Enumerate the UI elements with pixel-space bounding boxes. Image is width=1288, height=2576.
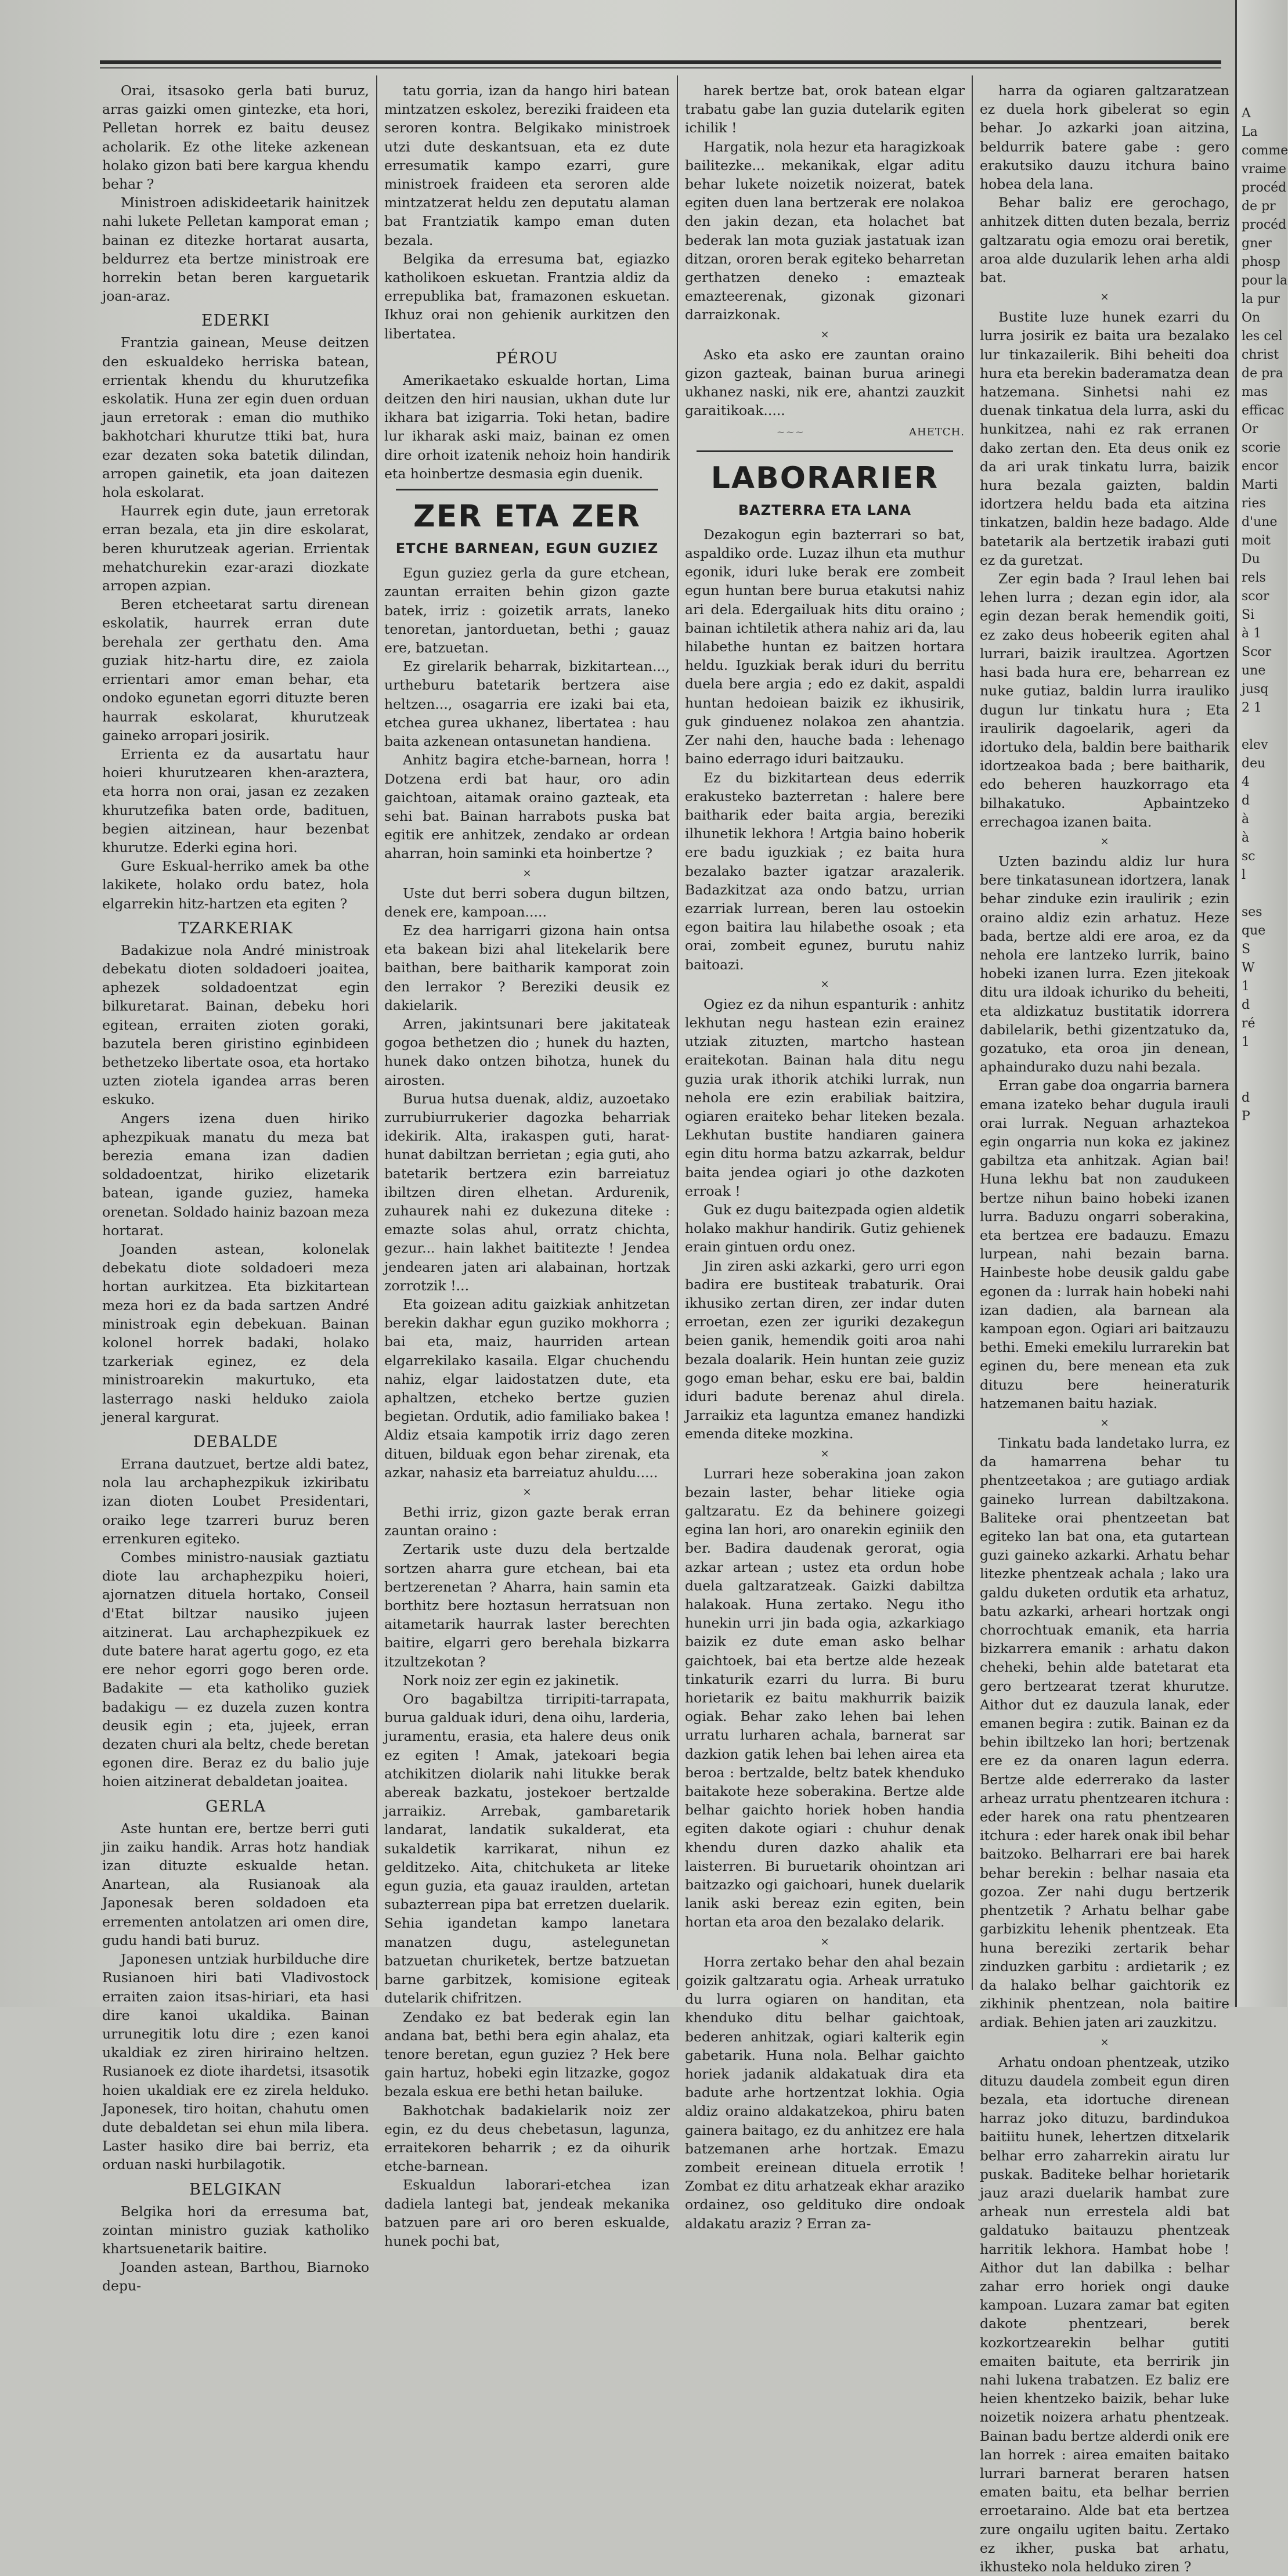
paragraph: Bakhotchak badakielarik noiz zer egin, ez du deus chebetasun, lagunza, erraitekoren beharrik ; ez da oihurik etche-barnean. [384, 2102, 670, 2175]
paragraph: Oro bagabiltza tirripiti-tarrapata, burua galduak iduri, dena oihu, larderia, juramentu, erasia, eta halere deus onik ez egiten ! Amak, jatekoari begia atchikitzen diolarik nahi litukke berak abereak bazkatu, jostekoer bertzalde jarraikiz. Arrebak, gambaretarik landarat, landatik sukalderat, eta sukaldetik karrikarat, nihun ez gelditzeko. Aita, chitchuketa ar liteke egun guzia, eta gauaz iraulden, artetan subazterrean pipa bat erretzen duelarik. Sehia igandetan kampo lanetara manatzen dugu, astelegunetan batzuetan churiketek, bertze batzuetan barne garbitzek, komisione egiteak dutelarik chifritzen. [384, 1691, 670, 2007]
paragraph: Jin ziren aski azkarki, gero urri egon badira ere bustiteak trabaturik. Orai ikhusiko zertan diren, zer indar duten erroetan, ezen zer iguriki dezakegun beien ganik, hemendik goiti aroa nahi bezala doalarik. Hein huntan zeie guziz gogo eman behar, esku ere bai, baldin iduri badute berenaz ahul direla. Jarraikiz eta laguntza emanez handizki emenda diteke mozkina. [685, 1257, 965, 1442]
paragraph: Amerikaetako eskualde hortan, Lima deitzen den hiri nausian, ukhan dute lur ikhara bat izigarria. Toki hetan, badire lur ikharak aski maiz, bainan ez omen dire orhoit izatenik nehoiz hoin handirik eta hoinbertze desmasia egin duenik. [384, 371, 670, 482]
paragraph: Guk ez dugu baitezpada ogien aldetik holako makhur handirik. Gutiz gehienek erain gintuen ordu onez. [685, 1201, 965, 1255]
paragraph: Behar baliz ere gerochago, anhitzek ditten duten bezala, berriz galtzaratu ogia emozu orai beretik, aroa alde duzularik lehen arha aldi bat. [980, 194, 1229, 286]
paragraph: Nork noiz zer egin ez jakinetik. [403, 1672, 619, 1689]
paragraph: Arren, jakintsunari bere jakitateak gogoa bethetzen dio ; hunek du hazten, hunek dako ontzen bihotza, hunek du airosten. [384, 1015, 670, 1088]
paragraph: Bustite luze hunek ezarri du lurra josirik ez baita ura bezalako lur tinkazailerik. Bihi beheiti doa hura eta berekin baderamatza dean hatzemana. Sinhetsi nahi ez duenak tinkatua dela lurra, aski du hunkitzea, nahi ez rak erranen dako zertan den. Eta deus onik ez da ari urak tinkatu lurra, baizik hura bezala gaizten, baldin idortzera heldu bada eta aitzina tinkatzen, baldin heze badago. Alde batetarik ala bertzetik irabazi guti ez da guretzat. [980, 309, 1229, 568]
paragraph: Lurrari heze soberakina joan zakon bezain laster, behar litieke ogia galtzaratu. Ez da behinere goizegi egina lan hori, aro onarekin eginiik den ber. Badira daudenak gerorat, ogia azkar artean ; ustez eta ordun hobe duela galtzaratzeak. Gaizki dabiltza halakoak. Huna zertako. Negu itho hunekin urri jin bada ogia, azkarkiago baizik ez dute eman asko belhar gaichtoek, bai eta bertze alde hezeak tinkaturik ezarri du lurra. Bi buru horietarik ez baitu makhurrik baizik ogiak. Behar zako lehen bai lehen urratu lurharen achala, barnerat sar dazkion gatik lehen bai lehen airea eta beroa : bertzalde, beltz batek khenduko baitakote heze soberakina. Bertze alde belhar gaichto horiek hoben handia egiten dakote ogiari : chuhur denak khendu duren dazko ahalik eta laisterren. Bi buruetarik ohointzan ari baitzazko ogi gaichoari, hunek duelarik lanik aski bereaz ezin egiten, bein hortan eta aroa den bezalako delarik. [685, 1465, 965, 1931]
separator-mark: × [1100, 1417, 1109, 1430]
separator-mark: × [1100, 835, 1109, 847]
section-heading: PÉROU [495, 349, 559, 367]
paragraph: Aste huntan ere, bertze berri guti jin zaiku handik. Arras hotz handiak izan dituzte eskualde hetan. Anartean, ala Rusianoak ala Japonesak beren soldadoen eta errementen antolatzen ari omen dire, gudu handi bati buruz. [102, 1820, 369, 1949]
paragraph: Badakizue nola André ministroak debekatu dioten soldadoeri joaitea, aphezek soldadoentzat egin bilkuretarat. Bainan, debeku hori egitean, erraiten zioten goraki, bazutela beren giristino eginbideen bethetzeko libertate osoa, eta hortako uzten ziotela igandea arras beren eskuko. [102, 941, 369, 1108]
paragraph: Horra zertako behar den ahal bezain goizik galtzaratu ogia. Arheak urratuko du lurra ogiaren on handitan, eta khenduko ditu belhar gaichtoak, bederen anhitzak, ogiari kalterik egin gabetarik. Huna nola. Belhar gaichto horiek jadanik aldakatuak dira eta badute arhe hortzentzat lokhia. Ogia aldiz oraino aldakatzekoa, phiru baten gainera baitago, ez du anhitzez ere hala batzemanen arhe hortzak. Emazu zombeit ereinean dituela errotik ! Zombat ez ditu arhatzeak ekhar araziko ordainez, oso geldituko dire ondoak aldakatu araziz ? Erran za- [685, 1953, 965, 2232]
paragraph: Zertarik uste duzu dela bertzalde sortzen aharra gure etchean, bai eta bertzerenetan ? Aharra, hain samin eta borthitz bere hoztasun herratsuan non aitametarik haurrak laster berechten baitire, elgarri gero berehala bizkarra itzultzekotan ? [384, 1541, 670, 1670]
paragraph: Japonesen untziak hurbilduche dire Rusianoen hiri bati Vladivostock erraiten zaion itsas-hiriari, eta hasi dire kanoi ukaldika. Bainan urrunegitik lotu dire ; ezen kanoi ukaldiak ez ziren hiriraino heltzen. Rusianoek ez diote ihardetsi, itsasotik hoien ukaldiak ere ez zirela helduko. Japonesek, tiro hoitan, chahutu omen dute debaldetan sei ehun mila libera. Laster hasiko dire bai berriz, eta orduan naski hurbilagotik. [102, 1951, 369, 2173]
column-4 [980, 81, 1229, 2575]
section-rule [697, 450, 953, 452]
paragraph: Eta goizean aditu gaizkiak anhitzetan berekin dakhar egun guziko mokhorra ; bai eta, maiz, haurriden artean elgarrekilako kasaila. Elgar chuchendu nahiz, elgar laidostatzen dute, eta aphaltzen, etcheko bertze guzien begietan. Ordutik, adio familiako bakea ! Aldiz etsaia kampotik irriz dago zeren dituen, bilduak egon behar zirenak, eta azkar, nahasiz eta barreiatuz ahuldu..... [384, 1296, 670, 1481]
paragraph: Beren etcheetarat sartu direnean eskolatik, haurrek erran dute berehala zer gerthatu den. Ama guziak hitz-hartu dire, ez zaiola errientari amor eman behar, eta ondoko egunetan egorri dituzte beren haurrak eskolarat, khurutzeak gaineko arropari josirik. [102, 596, 369, 744]
paragraph: Bethi irriz, gizon gazte berak erran zauntan oraino : [384, 1504, 670, 1539]
signature-name: AHETCH. [908, 426, 965, 439]
paragraph: Anhitz bagira etche-barnean, horra ! Dotzena erdi bat haur, oro adin gaichtoan, aitamak oraino gazteak, eta sehi bat. Bainan harrabots puska bat egitik ere anhitzek, zendako ar ordean aharran, hoin saminki eta hoinbertze ? [384, 752, 670, 862]
paragraph: Combes ministro-nausiak gaztiatu diote lau archaphezpiku hoieri, ajornatzen dituela hortako, Conseil d'Etat biltzar nausiko jujeen aitzinerat. Lau archaphezpikuek ez dute batere harat agertu gogo, ez eta ere nehor egorri gogo beren orde. Badakite — eta katholiko guziek badakigu — ez duzela zuzen kontra deusik egin ; eta, jujeek, erran dezaten churi ala beltz, chede beretan egonen dire. Beraz ez du balio juje hoien aitzinerat debaldetan joaitea. [102, 1549, 369, 1790]
separator-mark: × [1100, 291, 1109, 304]
paragraph: Tinkatu bada landetako lurra, ez da hamarrena behar tu phentzeetakoa ; are gutiago ardiak gaineko lurrean dabiltzakona. Baliteke orai phentzeetan bat egiteko lan bat ona, eta gutartean guzi gaineko azkarki. Arhatu behar litezke phentzeak achala ; lako ura galdu duketen ordutik eta arhatuz, batu azkarki, arheari hortzak ongi chorrochtuak emanik, eta harria bizkarrera emanik : arhatu dakon cheheki, behin alde batetarat eta gero bertzearat tzerat khurutze. Aithor dut ez dauzula lanak, eder emanen begira : zutik. Bainan ez da behin ibiltzeko lan hori; bertzenak ere ez da onaren lagun ederra. Bertze alde ederrerako da laster arheaz urratu phentzearen itchura : eder harek ona ratu phentzearen itchura : eder harek onak ibil behar baitzoko. Belharrari ere bai harek behar berekin : belhar nasaia eta gozoa. Zer nahi dugu bertzerik phentzetik ? Arhatu belhar gabe garbizkitu lehenik phentzeak. Eta huna bereziki zertarik behar zinduzken garbitu : ardietarik ; ez da halako belhar gaichtorik ez zikhinik phentzean, nola baitire ardiak. Behien jaten ari zauzkitzu. [980, 1435, 1229, 2031]
paragraph: Asko eta asko ere zauntan oraino gizon gazteak, bainan burua arinegi ukhanez naski, nik ere, ahantzi zauzkit garaitikoak..... [685, 346, 965, 419]
paragraph: Arhatu ondoan phentzeak, utziko dituzu daudela zombeit egun diren bezala, eta idortuche direnean harraz joko dituzu, bardindukoa baitiitu hunek, lehertzen ditxelarik belhar erro zaharrekin airatu lur puskak. Baditeke belhar horietarik jauz arazi duelarik hambat zure arheak nun errestela aldi bat galdatuko baitauzu phentzeak harritik lekhora. Hambat hobe ! Aithor dut lan dabilka : belhar zahar erro horiek ongi dauke kampoan. Luzara zamar bat egiten dakote phentzeari, berek kozkortzearekin belhar gutiti emaiten baitute, eta berririk jin nahi lukena trabatzen. Ez baliz ere heien khentzeko baizik, behar luke noizetik noizera arhatu phentzeak. Bainan badu bertze alderdi onik ere lan horrek : airea emaiten baitako lurrari barnerat beraren hatsen ematen baitu, eta belhar berrien erroetaraino. Alde bat eta bertzea zure ongailu ugiten baitu. Zertako ez ikher, puska bat arhatu, ikhusteko nola helduko ziren ? [980, 2054, 1229, 2575]
column-3 [685, 81, 965, 2232]
paragraph: Uste dut berri sobera dugun biltzen, denek ere, kampoan..... [384, 885, 670, 920]
column-1 [102, 81, 369, 2294]
next-page-edge [1235, 0, 1287, 2007]
handwritten-mark: ~~~ [776, 426, 804, 439]
column-divider [376, 75, 377, 1990]
top-rule [100, 60, 1221, 64]
separator-mark: × [820, 977, 829, 990]
paragraph: Haurrek egin dute, jaun erretorak erran bezala, eta jin dire eskolarat, beren khurutzeak agerian. Errientak mehatchurekin ezar-arazi diozkate arropen azpian. [102, 503, 369, 594]
section-heading: TZARKERIAK [178, 919, 293, 937]
separator-mark: × [820, 1935, 829, 1948]
paragraph: Zendako ez bat bederak egin lan andana bat, bethi bera egin ahalaz, eta tenore beretan, egun guziez ? Hek bere gain hartuz, hobeki egin litzazke, gogoz bezala eskua ere bethi hetan bailuke. [384, 2008, 670, 2100]
paragraph: Ez girelarik beharrak, bizkitartean..., urtheburu batetarik bertzera aise heltzen..., osagarria ere izaki bai eta, etchea gurea ukhanez, libertatea : hau baita azkenean ontasunetan handiena. [384, 658, 670, 750]
separator-mark: × [820, 1447, 829, 1460]
paragraph: harek bertze bat, orok batean elgar trabatu gabe lan guzia dutelarik egiten ichilik ! [685, 82, 965, 136]
section-title: ZER ETA ZER [413, 499, 641, 535]
paragraph: Ogiez ez da nihun espanturik : anhitz lekhutan negu hastean ezin erainez utziak zituzten, martcho hastean eraitekotan. Bainan hala ditu negu guzia urak ithorik atchiki lurrak, nun nehola ere ezin erabiliak baitzira, ogiaren eraiteko behar liteken bezala. Lekhutan bustite handiaren gainera egin ditu horma batzu azkarrak, beldur baita jendea ogiari jo othe dazkoten erroak ! [685, 995, 965, 1199]
paragraph: Ez dea harrigarri gizona hain ontsa eta bakean bizi ahal litekelarik bere baithan, bere baitharik kamporat zoin den lerrakor ? Bereziki deusik ez dakielarik. [384, 922, 670, 1013]
top-rule-thin [100, 67, 1221, 68]
section-rule [396, 489, 658, 490]
paragraph: Belgika da erresuma bat, egiazko katholikoen eskuetan. Frantzia aldiz da errepublika bat, framazonen eskuetan. Ikhuz orai non gehienik aurkitzen den libertatea. [384, 250, 670, 342]
author-signature [685, 423, 965, 442]
paragraph: Ministroen adiskideetarik hainitzek nahi lukete Pelletan kamporat eman ; bainan ez ditezke hortarat ausarta, beldurrez eta bertze ministroak ere horrekin betan beren karguetarik joan-araz. [102, 194, 369, 305]
section-heading: EDERKI [201, 312, 270, 330]
section-heading: BELGIKAN [189, 2180, 282, 2199]
section-title: LABORARIER [710, 460, 939, 496]
paragraph: Erran gabe doa ongarria barnera emana izateko behar dugula irauli orai lurrak. Neguan arhaztekoa egin ongarria nun koka ez jakinez gabiltza eta anhitzak. Agian bai! Huna lekhu bat non zaudukeen bertze nihun baino hobeki izanen lurra. Baduzu ongarri soberakina, eta bertzea ere badauzu. Emazu lurpean, nahi bezain barna. Hainbeste hobe deusik galdu gabe egonen da : lurrak hain hobeki nahi izan dadien, ala barnean ala kampoan egon. Ogiari ari baitzauzu bethi. Emeki emekilu lurrarekin bat eginen du, bere menean eta zuk dituzu bere heineraturik hatzemanen baitu haziak. [980, 1077, 1229, 1412]
column-2 [384, 81, 670, 2249]
paragraph: Egun guziez gerla da gure etchean, zauntan erraiten behin gizon gazte batek, irriz : goizetik arrats, laneko tenoretan, jantorduetan, bethi ; gauaz ere, batzuetan. [384, 565, 670, 656]
paragraph: Hargatik, nola hezur eta haragizkoak bailitezke... mekanikak, elgar aditu behar lukete noizetik noizerat, batek egiten duen lana bertzerak ere nolakoa den jakin dezan, eta holachet bat bederak lan mota guziak jastatuak izan ditzan, ororen berak egiteko beharretan gerthatzen deneko : emazteak emazteerenak, gizonak gizonari darraizkonak. [685, 138, 965, 323]
paragraph: Angers izena duen hiriko aphezpikuak manatu du meza bat berezia emana izan dadien soldadoentzat, hiriko elizetarik batean, igande guziez, hameka orenetan. Soldado hainiz bazoan meza hortarat. [102, 1110, 369, 1239]
section-heading: GERLA [205, 1797, 266, 1816]
paragraph: Joanden astean, Barthou, Biarnoko depu- [102, 2259, 369, 2294]
paragraph: harra da ogiaren galtzaratzean ez duela hork gibelerat so egin behar. Jo azkarki joan aitzina, beldurrik batere gabe : gero erakutsiko dauzu itchura baino hobea dela lana. [980, 82, 1229, 193]
section-subtitle: ETCHE BARNEAN, EGUN GUZIEZ [395, 540, 659, 557]
paragraph: Joanden astean, kolonelak debekatu diote soldadoeri meza hortan aurkitzea. Eta bizkitartean meza hori ez da bada sartzen André ministroak egin debekuan. Bainan kolonel horrek badaki, holako tzarkeriak eginez, ez dela ministroarekin makurtuko, eta lasterrago naski helduko zaiola jeneral kargurat. [102, 1240, 369, 1426]
paragraph: Gure Eskual-herriko amek ba othe lakikete, holako ordu batez, hola elgarrekin hitz-hartzen eta egiten ? [102, 858, 369, 912]
separator-mark: × [522, 1486, 532, 1499]
section-subtitle: BAZTERRA ETA LANA [738, 502, 912, 518]
paragraph: Dezakogun egin bazterrari so bat, aspaldiko orde. Luzaz ilhun eta muthur egonik, iduri luke berak ere zombeit egun huntan bere burua etakutsi nahiz ari dela. Edergailuak hits ditu oraino ; bainan ichtiletik athera nahiz ari da, lau hilabethe huntan ez baitzen hortara heldu. Iguzkiak berak iduri du berritu duela bere argia ; edo ez dakit, aspaldi huntan hedoiean baizik ez ikhusirik, guk ginduenez nolakoa zen ahantzia. Zer nahi den, hauche bada : lehenago baino ederrago iduri baitzauku. [685, 526, 965, 767]
paragraph: Uzten bazindu aldiz lur hura bere tinkatasunean idortzera, lanak behar zinduke ezin iraulirik ; ezin oraino aldiz ezin arhatuz. Heze bada, bertze aldi ere aroa, ez da nehola ere lantzeko lurrik, baino hobeki izanen lurra. Ezen jitekoak ditu ura ildoak ichuriko du beheiti, eta aldizkatuz bustitatik idorrera dabilelarik, bethi gizentzatuko da, gozatuko, eta oroa jin denean, aphaindurako duzu nahi bezala. [980, 853, 1229, 1076]
paragraph: Zer egin bada ? Iraul lehen bai lehen lurra ; dezan egin idor, ala egin dezan berak hemendik goiti, ez zako deus hobeerik egiten ahal lurrari, baizik iraultzea. Agortzen hasi bada hura ere, beharrean ez nuke gutiaz, baldin lurra irauliko dugun lur tinkatu hura ; Eta iraulirik dagoelarik, ageri da idortuko dela, baldin bere baitharik idortzeakoa bada ; bere baitharik, edo beheren hauzkorrago eta bilhakatuko. Apbaintzeko errechagoa izanen baita. [980, 571, 1229, 830]
next-page-fragment: A La comme vraime procéd de pr procéd gner phosp pour la la pur On les cel christ de pra mas efficac Or scorie encor Marti ries d'une moit Du rels scor Si à 1 Scor une jusq 2 1 elev deu 4 d à à sc l ses que S W 1 d ré 1 d P [1242, 106, 1288, 1124]
paragraph: Orai, itsasoko gerla bati buruz, arras gaizki omen gintezke, eta hori, Pelletan horrek ez baitu deusez acholarik. Ez othe liteke azkenean holako gizon bati bere kargua khendu behar ? [102, 82, 369, 193]
column-divider [677, 75, 678, 1990]
separator-mark: × [820, 328, 829, 341]
paragraph: Frantzia gainean, Meuse deitzen den eskualdeko herriska batean, errientak khendu du khurutzefika eskolatik. Huna zer egin duen orduan jaun erretorak : eman dio muthiko bakhotchari khurutze ttiki bat, hura ezar dezaten soka batetik dilindan, arropen gainetik, eta joan daitezen hola eskolarat. [102, 334, 369, 501]
column-divider [972, 75, 973, 1990]
paragraph: tatu gorria, izan da hango hiri batean mintzatzen eskolez, bereziki fraideen eta seroren kontra. Belgikako ministroek utzi dute deskantsuan, eta ez dute erresumatik kampo ezarri, gure ministroek fraideen eta seroren alde mintzatzerat heldu zen deputatu alaman bat Frantziatik kampo eman duten bezala. [384, 82, 670, 248]
separator-mark: × [1100, 2036, 1109, 2048]
section-heading: DEBALDE [193, 1433, 279, 1452]
paragraph: Burua hutsa duenak, aldiz, auzoetako zurrubiurrukerier dagozka beharriak idekirik. Alta, irakaspen guti, harat-hunat dabiltzan berrietan ; egia guti, aho batetarik bertzera ezin barreiatuz ibiltzen diren elhetan. Ardurenik, zuhaurek nahi ez dukezuna diteke : emazte solas ahul, orratz chichta, gezur... hain lakhet baititezte ! Jendea jendearen jaten ari alabainan, hortzak zorrotzik !... [384, 1090, 670, 1294]
paragraph: Eskualdun laborari-etchea izan dadiela lantegi bat, jendeak mekanika batzuen pare ari oro beren eskualde, hunek pochi bat, [384, 2177, 670, 2249]
separator-mark: × [522, 867, 532, 879]
paragraph: Errana dautzuet, bertze aldi batez, nola lau archaphezpikuk izkiribatu izan dioten Loubet Presidentari, oraiko lege tzarreri buruz beren errenkuren egiteko. [102, 1456, 369, 1547]
paragraph: Errienta ez da ausartatu haur hoieri khurutzearen khen-araztera, eta horra non orai, jasan ez zezaken khurutzefika baten orde, badituen, begien aitzinean, haur bezenbat khurutze. Ederki egina hori. [102, 745, 369, 856]
paragraph: Belgika hori da erresuma bat, zointan ministro guziak katholiko khartsuenetarik baitire. [102, 2203, 369, 2257]
paragraph: Ez du bizkitartean deus ederrik erakusteko bazterretan : halere bere baitharik eder baita argia, bereziki ilhunetik lekhora ! Artgia baino hoberik ere badu iguzkiak ; ez baita hura bezalako bazter igatzar arazalerik. Badazkitzat aza ondo batzu, urrian ezarriak lurrean, beren lau ostoekin egon baitira lau hilabethe osoak ; eta orai, zombeit egunez, burutu nahiz baitoazi. [685, 769, 965, 973]
